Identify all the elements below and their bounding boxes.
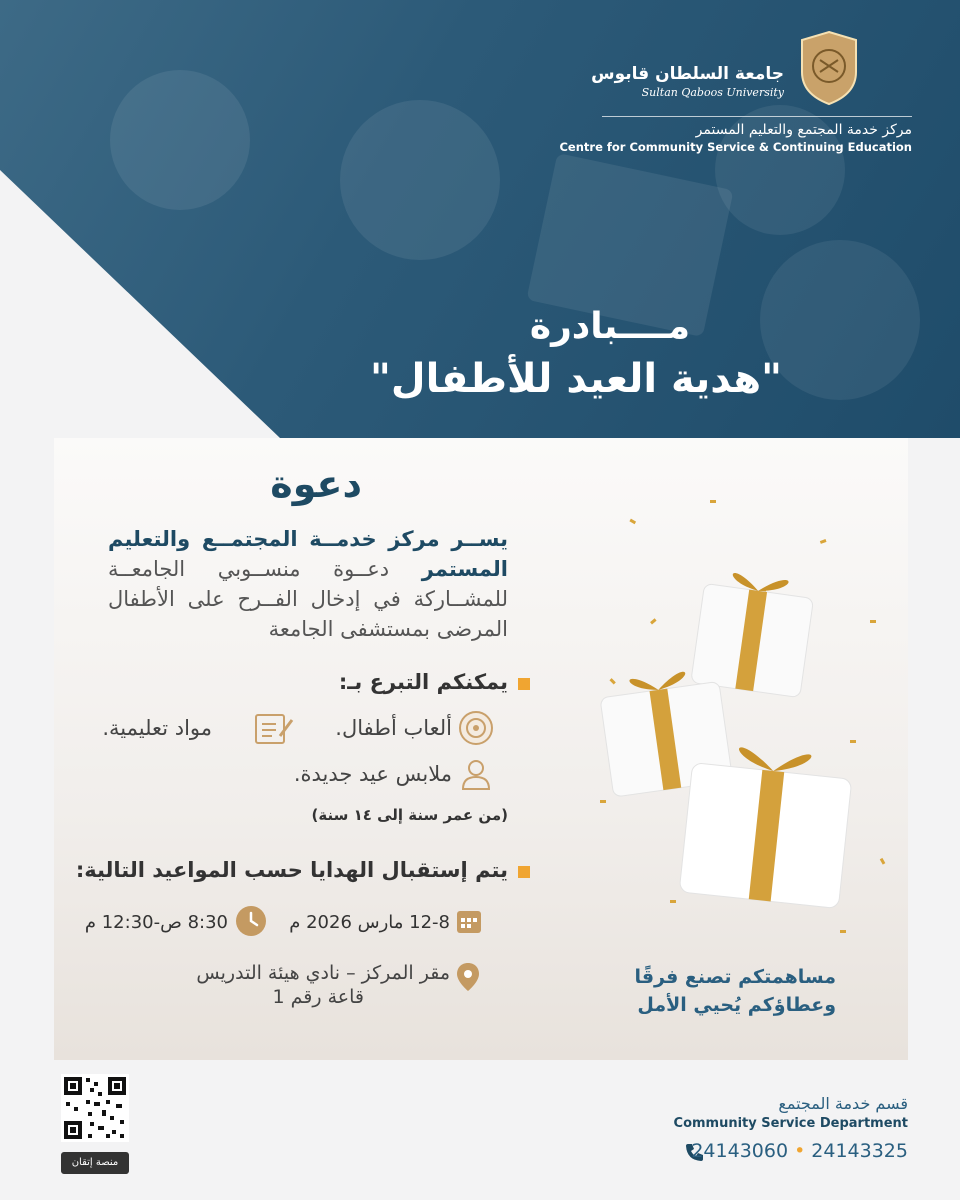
centre-name-en: Centre for Community Service & Continuing Education — [559, 140, 912, 154]
schedule-heading: يتم إستقبال الهدايا حسب المواعيد التالية: — [75, 858, 508, 882]
slogan-line2: وعطاؤكم يُحيي الأمل — [637, 994, 836, 1016]
location-line2: قاعة رقم 1 — [272, 986, 364, 1008]
bullet-marker — [518, 866, 530, 878]
university-name-en: Sultan Qaboos University — [641, 86, 784, 99]
gift-box-top — [691, 569, 816, 698]
donate-item-clothes: ملابس عيد جديدة. — [293, 762, 452, 786]
donate-item-education: مواد تعليمية. — [102, 716, 212, 740]
location-pin-icon — [456, 962, 480, 992]
qr-platform-label: منصة إتقان — [61, 1152, 129, 1174]
qr-code[interactable] — [61, 1074, 129, 1142]
department-name-ar: قسم خدمة المجتمع — [778, 1094, 908, 1113]
university-name-ar: جامعة السلطان قابوس — [591, 64, 784, 84]
phone-number-2[interactable]: 24143325 — [811, 1140, 908, 1162]
location-line1: مقر المركز – نادي هيئة التدريس — [196, 962, 450, 984]
invitation-lead: يســر مركز خدمــة المجتمــع والتعليم المستمر — [108, 527, 508, 581]
schedule-date: 12-8 مارس 2026 م — [289, 912, 450, 933]
slogan-line1: مساهمتكم تصنع فرقًا — [634, 966, 836, 988]
invitation-body: دعــوة منســوبي الجامعــة للمشــاركة في إدخال الفــرح على الأطفال المرضى بمستشفى الجامعة — [108, 557, 508, 641]
clock-icon — [236, 906, 266, 936]
initiative-title: "هدية العيد للأطفال" — [370, 356, 782, 402]
invitation-heading: دعوة — [270, 462, 362, 506]
centre-name-ar: مركز خدمة المجتمع والتعليم المستمر — [695, 122, 912, 138]
age-range-note: (من عمر سنة إلى ١٤ سنة) — [311, 806, 508, 824]
invitation-paragraph — [108, 524, 508, 644]
target-icon — [458, 710, 494, 746]
gifts-illustration — [590, 480, 900, 950]
gift-box-front — [679, 742, 854, 908]
initiative-label: مــــبادرة — [529, 306, 690, 347]
hero-banner — [0, 0, 960, 438]
calendar-icon — [456, 908, 482, 934]
hero-corner-cut — [0, 0, 280, 438]
schedule-time: 8:30 ص-12:30 م — [84, 912, 228, 933]
donate-heading: يمكنكم التبرع بـ: — [338, 670, 508, 694]
donate-item-toys: ألعاب أطفال. — [335, 716, 452, 740]
header-divider — [602, 116, 912, 117]
person-icon — [458, 756, 494, 792]
separator-dot: • — [794, 1140, 806, 1162]
department-name-en: Community Service Department — [673, 1116, 908, 1131]
bullet-marker — [518, 678, 530, 690]
phone-number-1[interactable]: 24143060 — [691, 1140, 789, 1162]
document-pen-icon — [254, 712, 294, 746]
university-crest-icon — [798, 30, 860, 106]
phone-numbers — [691, 1140, 908, 1162]
